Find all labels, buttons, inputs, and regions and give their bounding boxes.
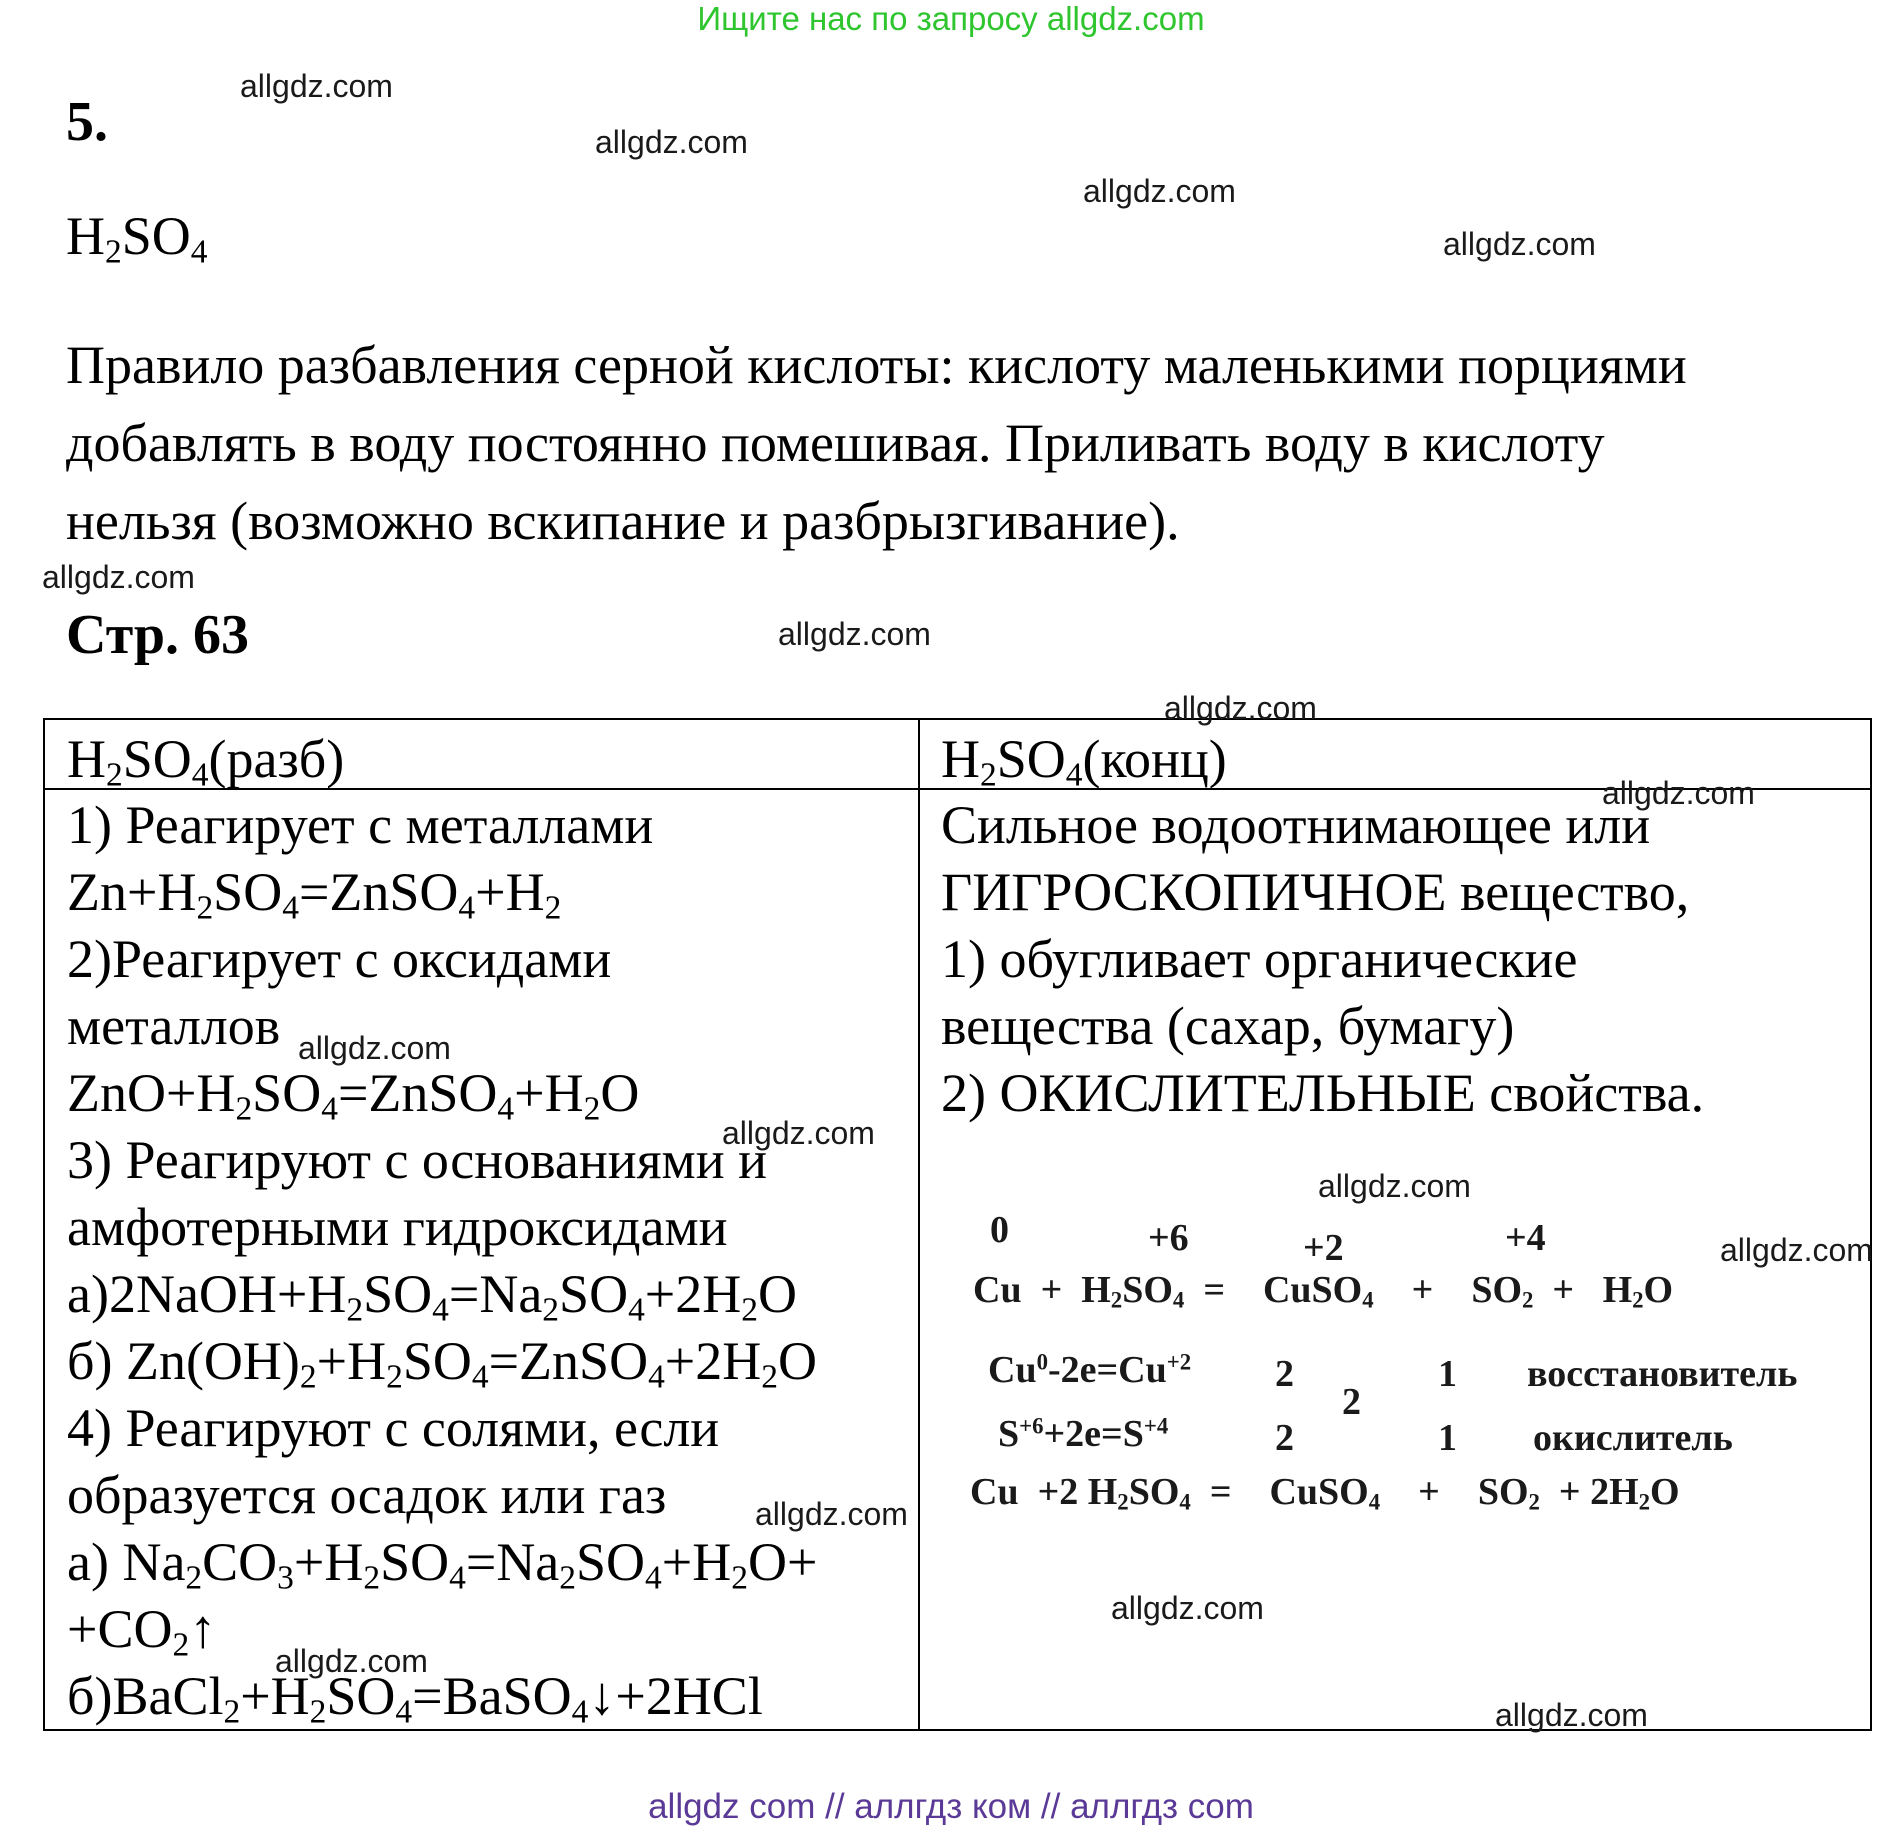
rule-line: Правило разбавления серной кислоты: кислоту маленькими порциями bbox=[66, 335, 1687, 395]
text-line: 2)Реагирует с оксидами bbox=[67, 929, 612, 989]
watermark: allgdz.com bbox=[755, 1496, 908, 1532]
watermark: allgdz.com bbox=[778, 616, 931, 652]
rule-line: добавлять в воду постоянно помешивая. Приливать воду в кислоту bbox=[66, 413, 1605, 473]
watermark: allgdz.com bbox=[1318, 1168, 1471, 1204]
watermark: allgdz.com bbox=[595, 124, 748, 160]
oxidation-state-cu: 0 bbox=[990, 1209, 1009, 1251]
text-line: образуется осадок или газ bbox=[67, 1465, 667, 1525]
equation-line: $ZnO+H_2SO_4=ZnSO_4+H_2O$ bbox=[67, 1063, 640, 1128]
footer-watermark: allgdz com // аллгдз ком // аллгдз com bbox=[648, 1787, 1254, 1826]
text-line: 1) обугливает органические bbox=[941, 929, 1578, 989]
text-line: 4) Реагируют с солями, если bbox=[67, 1398, 720, 1458]
equation-line: $Zn+H_2SO_4=ZnSO_4+H_2$ bbox=[67, 862, 562, 927]
electrons-s: 2 bbox=[1275, 1417, 1294, 1459]
watermark: allgdz.com bbox=[275, 1643, 428, 1679]
watermark: allgdz.com bbox=[1602, 775, 1755, 811]
oxidation-state-s: +6 bbox=[1148, 1217, 1189, 1259]
header-dilute: $H_2SO_4(разб)$ bbox=[67, 729, 345, 794]
equation-line: а) $Na_2CO_3+H_2SO_4=Na_2SO_4+H_2O+$ bbox=[67, 1532, 818, 1597]
rule-line: нельзя (возможно вскипание и разбрызгивание). bbox=[66, 491, 1180, 551]
watermark: allgdz.com bbox=[1164, 690, 1317, 726]
page-reference: Стр. 63 bbox=[66, 604, 250, 666]
redox-equation-unbalanced: $Cu + H_2SO_4$ = CuSO$_4$ + $SO_2$ + $H_2O$ bbox=[973, 1269, 1674, 1313]
oxidation-state-cu2: +2 bbox=[1303, 1227, 1344, 1269]
header-concentrated: $H_2SO_4(конц)$ bbox=[941, 729, 1227, 794]
coefficient-s: 1 bbox=[1438, 1417, 1457, 1459]
coefficient-cu: 1 bbox=[1438, 1353, 1457, 1395]
equation-line: $а)2NaOH+H_2SO_4=Na_2SO_4+2H_2O$ bbox=[67, 1264, 797, 1329]
watermark: allgdz.com bbox=[298, 1030, 451, 1066]
dilute-properties bbox=[67, 792, 917, 1732]
role-reducer: восстановитель bbox=[1527, 1353, 1798, 1395]
equation-line: $+CO_2↑$ bbox=[67, 1599, 217, 1664]
watermark: allgdz.com bbox=[1495, 1697, 1648, 1733]
watermark: allgdz.com bbox=[240, 68, 393, 104]
equation-line: б) $Zn(OH)_2+H_2SO_4=ZnSO_4+2H_2O$ bbox=[67, 1331, 817, 1396]
half-reaction-s: $S^{+6}+2e=S^{+4}$ bbox=[998, 1413, 1169, 1455]
text-line: амфотерными гидроксидами bbox=[67, 1197, 728, 1257]
text-line: 1) Реагирует с металлами bbox=[67, 795, 654, 855]
electron-lcm: 2 bbox=[1342, 1381, 1361, 1423]
electrons-cu: 2 bbox=[1275, 1353, 1294, 1395]
concentrated-properties bbox=[941, 792, 1861, 1192]
text-line: 2) ОКИСЛИТЕЛЬНЫЕ свойства. bbox=[941, 1063, 1705, 1123]
formula-h2so4: $H_2SO_4$ bbox=[66, 206, 208, 271]
oxidation-state-s4: +4 bbox=[1505, 1217, 1546, 1259]
text-line: 3) Реагируют с основаниями и bbox=[67, 1130, 767, 1190]
text-line: вещества (сахар, бумагу) bbox=[941, 996, 1515, 1056]
watermark: allgdz.com bbox=[42, 559, 195, 595]
task-number: 5. bbox=[66, 91, 108, 153]
watermark: allgdz.com bbox=[1111, 1590, 1264, 1626]
role-oxidizer: окислитель bbox=[1533, 1417, 1733, 1459]
watermark: allgdz.com bbox=[1083, 173, 1236, 209]
watermark: allgdz.com bbox=[1443, 226, 1596, 262]
text-line: Сильное водоотнимающее или bbox=[941, 795, 1651, 855]
dilution-rule bbox=[66, 326, 1687, 560]
equation-line: $б)BaCl_2+H_2SO_4=BaSO_4↓+2HCl$ bbox=[67, 1666, 763, 1731]
watermark: allgdz.com bbox=[722, 1115, 875, 1151]
text-line: металлов bbox=[67, 996, 281, 1056]
redox-equation-balanced: Cu +2 $H_2SO_4$ = CuSO$_4$ + $SO_2 + 2H_2O$ bbox=[970, 1471, 1680, 1515]
comparison-table bbox=[43, 718, 1872, 1731]
search-banner: Ищите нас по запросу allgdz.com bbox=[697, 0, 1205, 37]
watermark: allgdz.com bbox=[1720, 1232, 1873, 1268]
table-divider-vertical bbox=[918, 720, 920, 1729]
half-reaction-cu: $Cu^0-2e=Cu^{+2}$ bbox=[988, 1349, 1192, 1391]
text-line: ГИГРОСКОПИЧНОЕ вещество, bbox=[941, 862, 1690, 922]
